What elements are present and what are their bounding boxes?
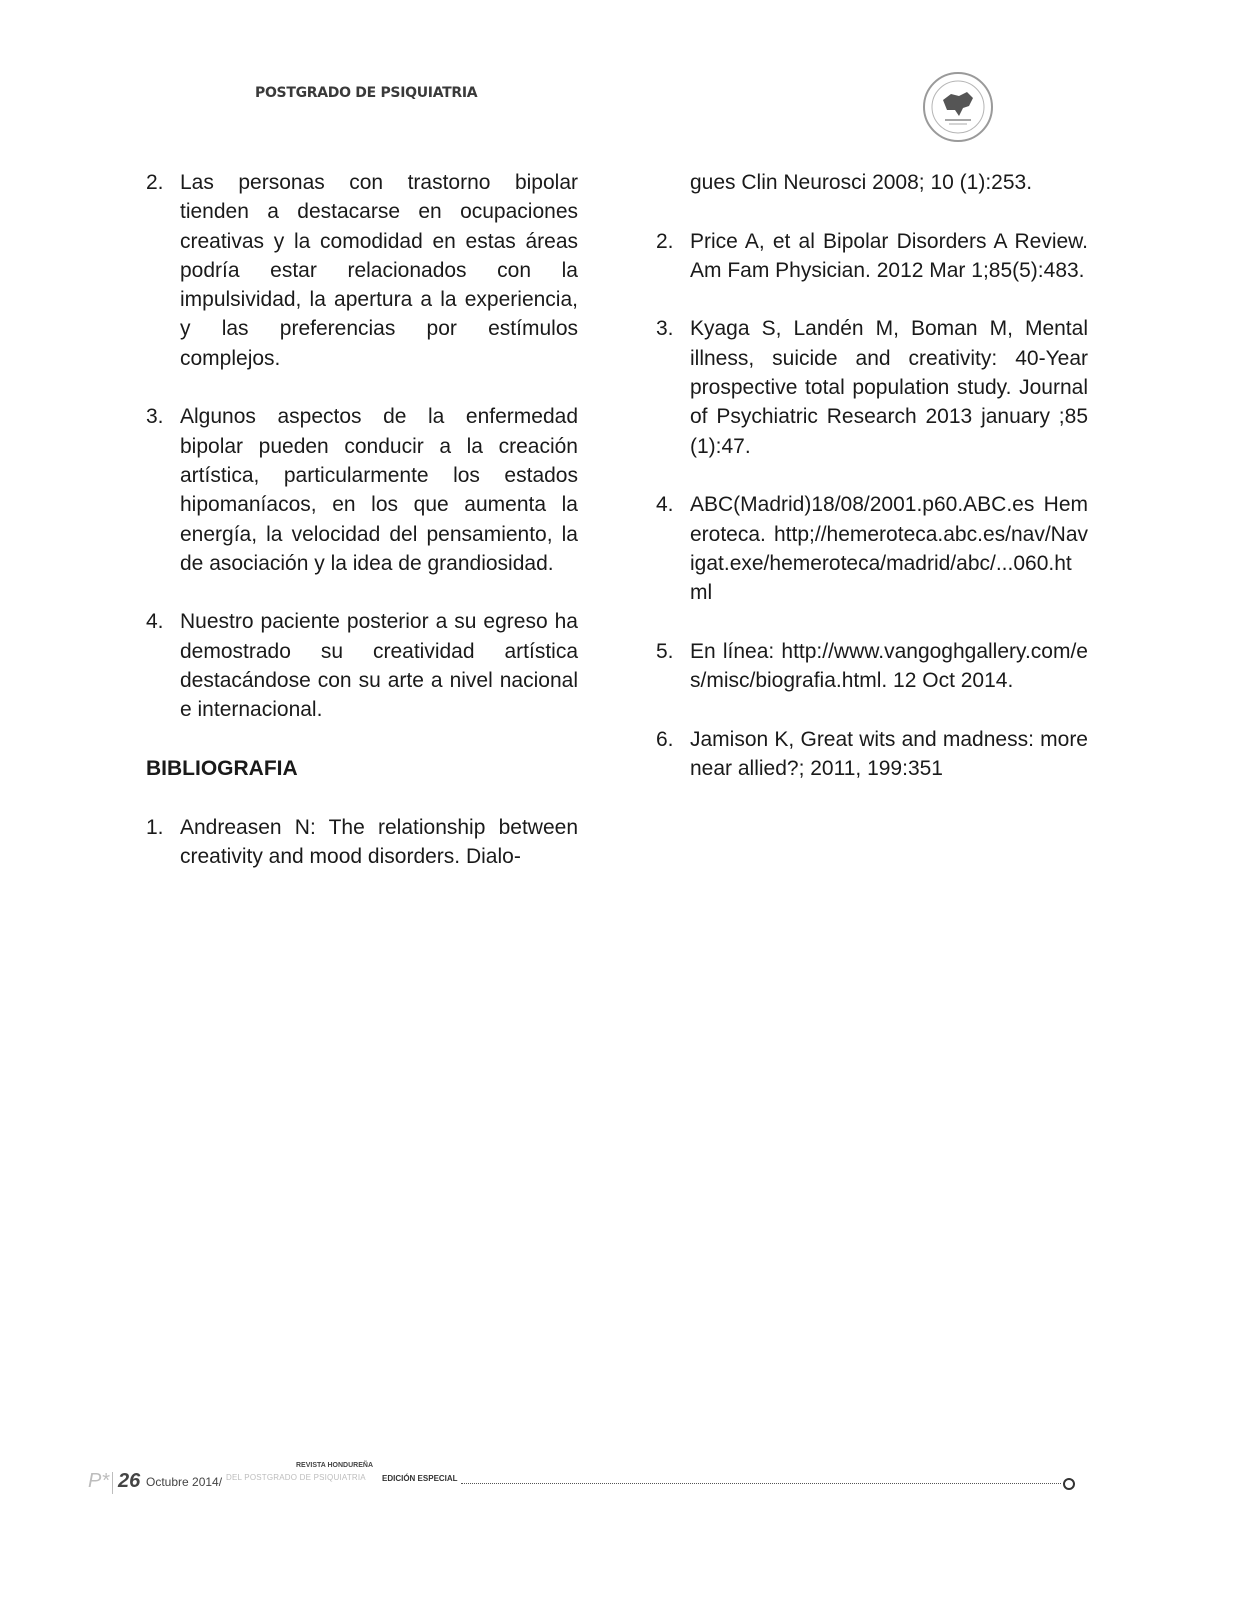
reference-item [656,227,1088,286]
page-footer [88,1462,1098,1500]
reference-continuation: gues Clin Neurosci 2008; 10 (1):253. [690,171,1033,194]
page-number: 26 [118,1470,141,1492]
issue-date: Octubre 2014/ [146,1475,223,1489]
reference-number: 1. [146,815,164,839]
footer-divider [112,1472,113,1494]
item-text: Algunos aspectos de la enfermedad bipolar pueden conducir a la creación artística, particularmente los estados hipomaníacos, en los que aumenta la energía, la velocidad del pensamiento, la de asociación y la idea de grandiosidad. [180,405,578,575]
footer-ring-icon [1063,1478,1075,1490]
reference-text: ABC(Madrid)18/08/2001.p60.ABC.es Hemeroteca. http;//hemeroteca.abc.es/nav/Navigat.exe/hemeroteca/madrid/abc/...060.html [690,493,1088,605]
reference-item [656,490,1088,607]
footer-dotted-rule [461,1483,1061,1484]
item-text: Nuestro paciente posterior a su egreso ha demostrado su creatividad artística destacándose con su arte a nivel nacional e internacional. [180,610,578,722]
item-number: 4. [146,610,164,634]
list-item [146,607,578,724]
item-text: Las personas con trastorno bipolar tienden a destacarse en ocupaciones creativas y la comodidad en estas áreas podría estar relacionados con la impulsividad, la apertura a la experiencia, y las preferencias por estímulos complejos. [180,171,578,370]
right-column [656,168,1088,813]
reference-text: Price A, et al Bipolar Disorders A Review. Am Fam Physician. 2012 Mar 1;85(5):483. [690,229,1088,282]
reference-number: 5. [656,639,674,663]
reference-text: Jamison K, Great wits and madness: more near allied?; 2011, 199:351 [690,727,1088,780]
reference-number: 6. [656,727,674,751]
list-item [146,168,578,373]
reference-text: Kyaga S, Landén M, Boman M, Mental illness, suicide and creativity: 40-Year prospective total population study. Journal of Psychiatric Research 2013 january ;85 (1):47. [690,317,1088,458]
postgrado-seal-logo [921,70,995,144]
reference-item [656,637,1088,696]
footer-logo-mark: P* [88,1470,110,1492]
item-number: 3. [146,405,164,429]
section-title: POSTGRADO DE PSIQUIATRIA [255,85,478,101]
reference-item [656,314,1088,460]
reference-number: 3. [656,317,674,341]
reference-text: Andreasen N: The relationship between creativity and mood disorders. Dialo- [180,815,578,868]
reference-item [146,813,578,872]
left-column [146,168,578,900]
bibliography-heading: BIBLIOGRAFIA [146,756,298,780]
edition-label: EDICIÓN ESPECIAL [382,1474,458,1483]
reference-text: En línea: http://www.vangoghgallery.com/es/misc/biografia.html. 12 Oct 2014. [690,639,1088,693]
item-number: 2. [146,171,164,194]
reference-item [656,725,1088,784]
reference-number: 2. [656,229,674,253]
reference-number: 4. [656,493,674,517]
magazine-name-bottom: DEL POSTGRADO DE PSIQUIATRIA [226,1473,366,1482]
magazine-name-top: REVISTA HONDUREÑA [296,1462,374,1469]
list-item [146,402,578,578]
